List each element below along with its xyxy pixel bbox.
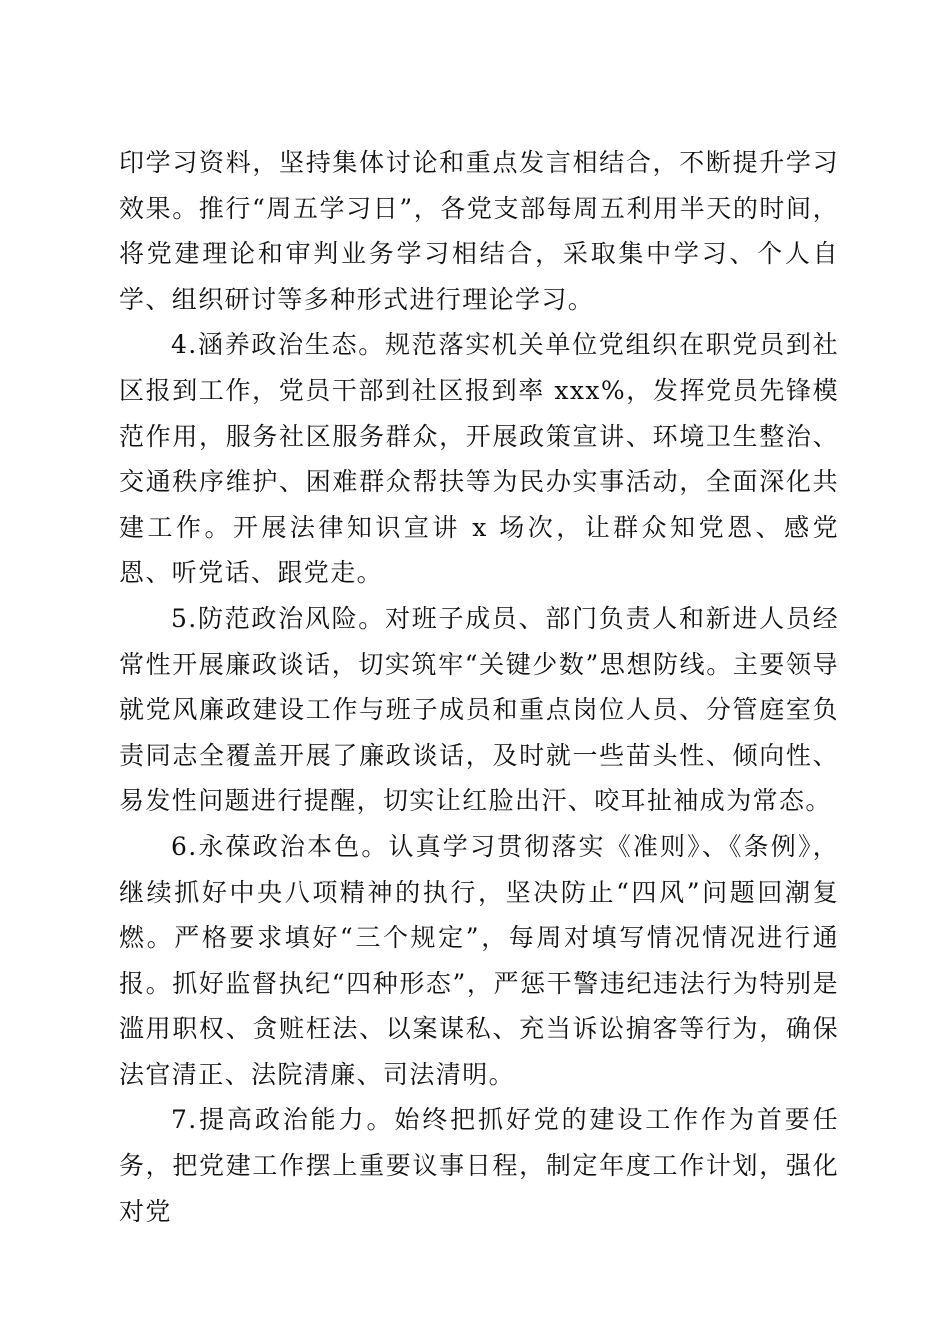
paragraph-item-6: 6.永葆政治本色。认真学习贯彻落实《准则》、《条例》，继续抓好中央八项精神的执行，坚决防止“四风”问题回潮复燃。严格要求填好“三个规定”，每周对填写情况情况进行通报。抓好监督执纪“四种形态”，严惩干警违纪违法行为特别是滥用职权、贪赃枉法、以案谋私、充当诉讼掮客等行为，确保法官清正、法院清廉、司法清明。: [119, 831, 839, 1089]
paragraph-item-4: 4.涵养政治生态。规范落实机关单位党组织在职党员到社区报到工作，党员干部到社区报到率 xxx%，发挥党员先锋模范作用，服务社区服务群众，开展政策宣讲、环境卫生整治、交通秩序维护、困难群众帮扶等为民办实事活动，全面深化共建工作。开展法律知识宣讲 x 场次，让群众知党恩、感党恩、听党话、跟党走。: [119, 330, 839, 588]
paragraph-item-5: 5.防范政治风险。对班子成员、部门负责人和新进人员经常性开展廉政谈话，切实筑牢“关键少数”思想防线。主要领导就党风廉政建设工作与班子成员和重点岗位人员、分管庭室负责同志全覆盖开展了廉政谈话，及时就一些苗头性、倾向性、易发性问题进行提醒，切实让红脸出汗、咬耳扯袖成为常态。: [119, 603, 839, 816]
paragraph-continuation: 印学习资料，坚持集体讨论和重点发言相结合，不断提升学习效果。推行“周五学习日”，各党支部每周五利用半天的时间，将党建理论和审判业务学习相结合，采取集中学习、个人自学、组织研讨等多种形式进行理论学习。: [119, 148, 839, 314]
document-body: [119, 140, 839, 1234]
paragraph-item-7: 7.提高政治能力。始终把抓好党的建设工作作为首要任务，把党建工作摆上重要议事日程，制定年度工作计划，强化对党: [119, 1105, 839, 1226]
